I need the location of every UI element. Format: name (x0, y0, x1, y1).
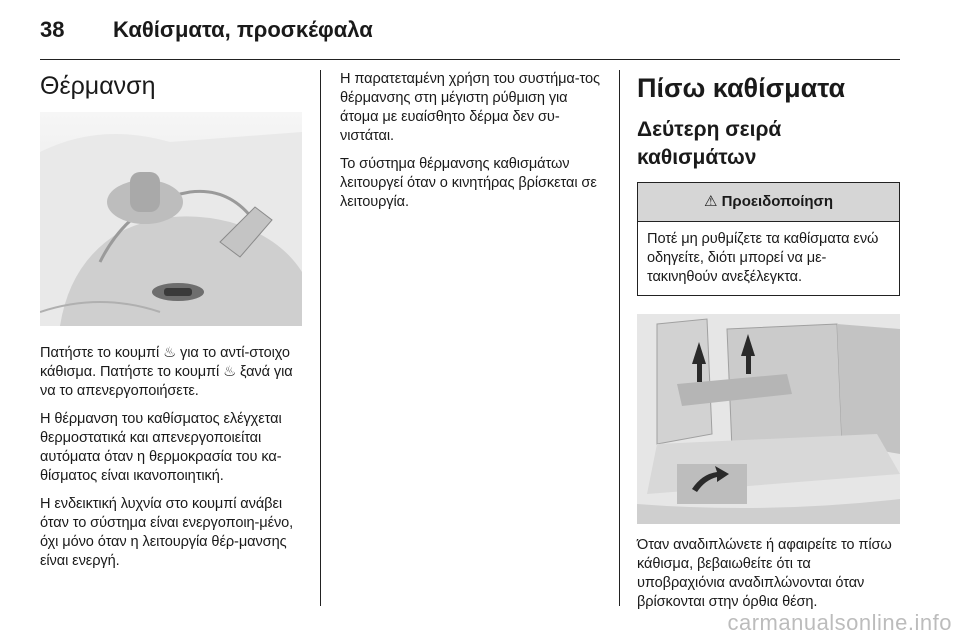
warning-title: ⚠ Προειδοποίηση (638, 183, 899, 222)
warning-box (637, 182, 900, 296)
watermark: carmanualsonline.info (727, 610, 952, 635)
column-rear-seats (637, 70, 900, 621)
heating-paragraph-1: Πατήστε το κουμπί ♨ για το αντί-στοιχο κάθισμα. Πατήστε το κουμπί ♨ ξανά για να το απενεργοποιήσετε. (40, 345, 293, 399)
seat-heating-illustration (40, 112, 302, 326)
rear-seats-paragraph: Όταν αναδιπλώνετε ή αφαιρείτε το πίσω κάθισμα, βεβαιωθείτε ότι τα υποβραχιόνια αναδιπλώνονται όταν βρίσκονται στην όρθια θέση. (637, 537, 892, 610)
heating-paragraph-2: Η θέρμανση του καθίσματος ελέγχεται θερμοστατικά και απενεργοποιείται αυτόματα όταν η θερμοκρασία του κα-θίσματος είναι ικανοποιητική. (40, 411, 282, 484)
heating-paragraph-3: Η ενδεικτική λυχνία στο κουμπί ανάβει όταν το σύστημα είναι ενεργοποιη-μένο, όχι μόνο όταν η λειτουργία θέρ-μανσης είναι ενεργή. (40, 496, 294, 569)
warning-text: Ποτέ μη ρυθμίζετε τα καθίσματα ενώ οδηγείτε, διότι μπορεί να με-τακινηθούν ανεξέλεγκτα. (647, 231, 879, 285)
header-rule (40, 59, 900, 60)
heating-paragraph-4: Η παρατεταμένη χρήση του συστήμα-τος θέρμανσης στη μέγιστη ρύθμιση για άτομα με ευαίσθητο δέρμα δεν συ-νιστάται. (340, 71, 600, 144)
column-heating (40, 70, 302, 580)
rear-seats-heading: Πίσω καθίσματα (637, 73, 846, 103)
heating-paragraph-5: Το σύστημα θέρμανσης καθισμάτων λειτουργεί όταν ο κινητήρας βρίσκεται σε λειτουργία. (340, 156, 597, 210)
rear-seat-illustration (637, 314, 900, 524)
column-heating-cont (340, 70, 602, 221)
column-divider-1 (320, 70, 321, 606)
heating-heading: Θέρμανση (40, 72, 156, 100)
second-row-subheading: Δεύτερη σειρά καθισμάτων (637, 118, 782, 169)
page-title: Καθίσματα, προσκέφαλα (113, 17, 373, 42)
column-divider-2 (619, 70, 620, 606)
page-number: 38 (40, 17, 65, 42)
